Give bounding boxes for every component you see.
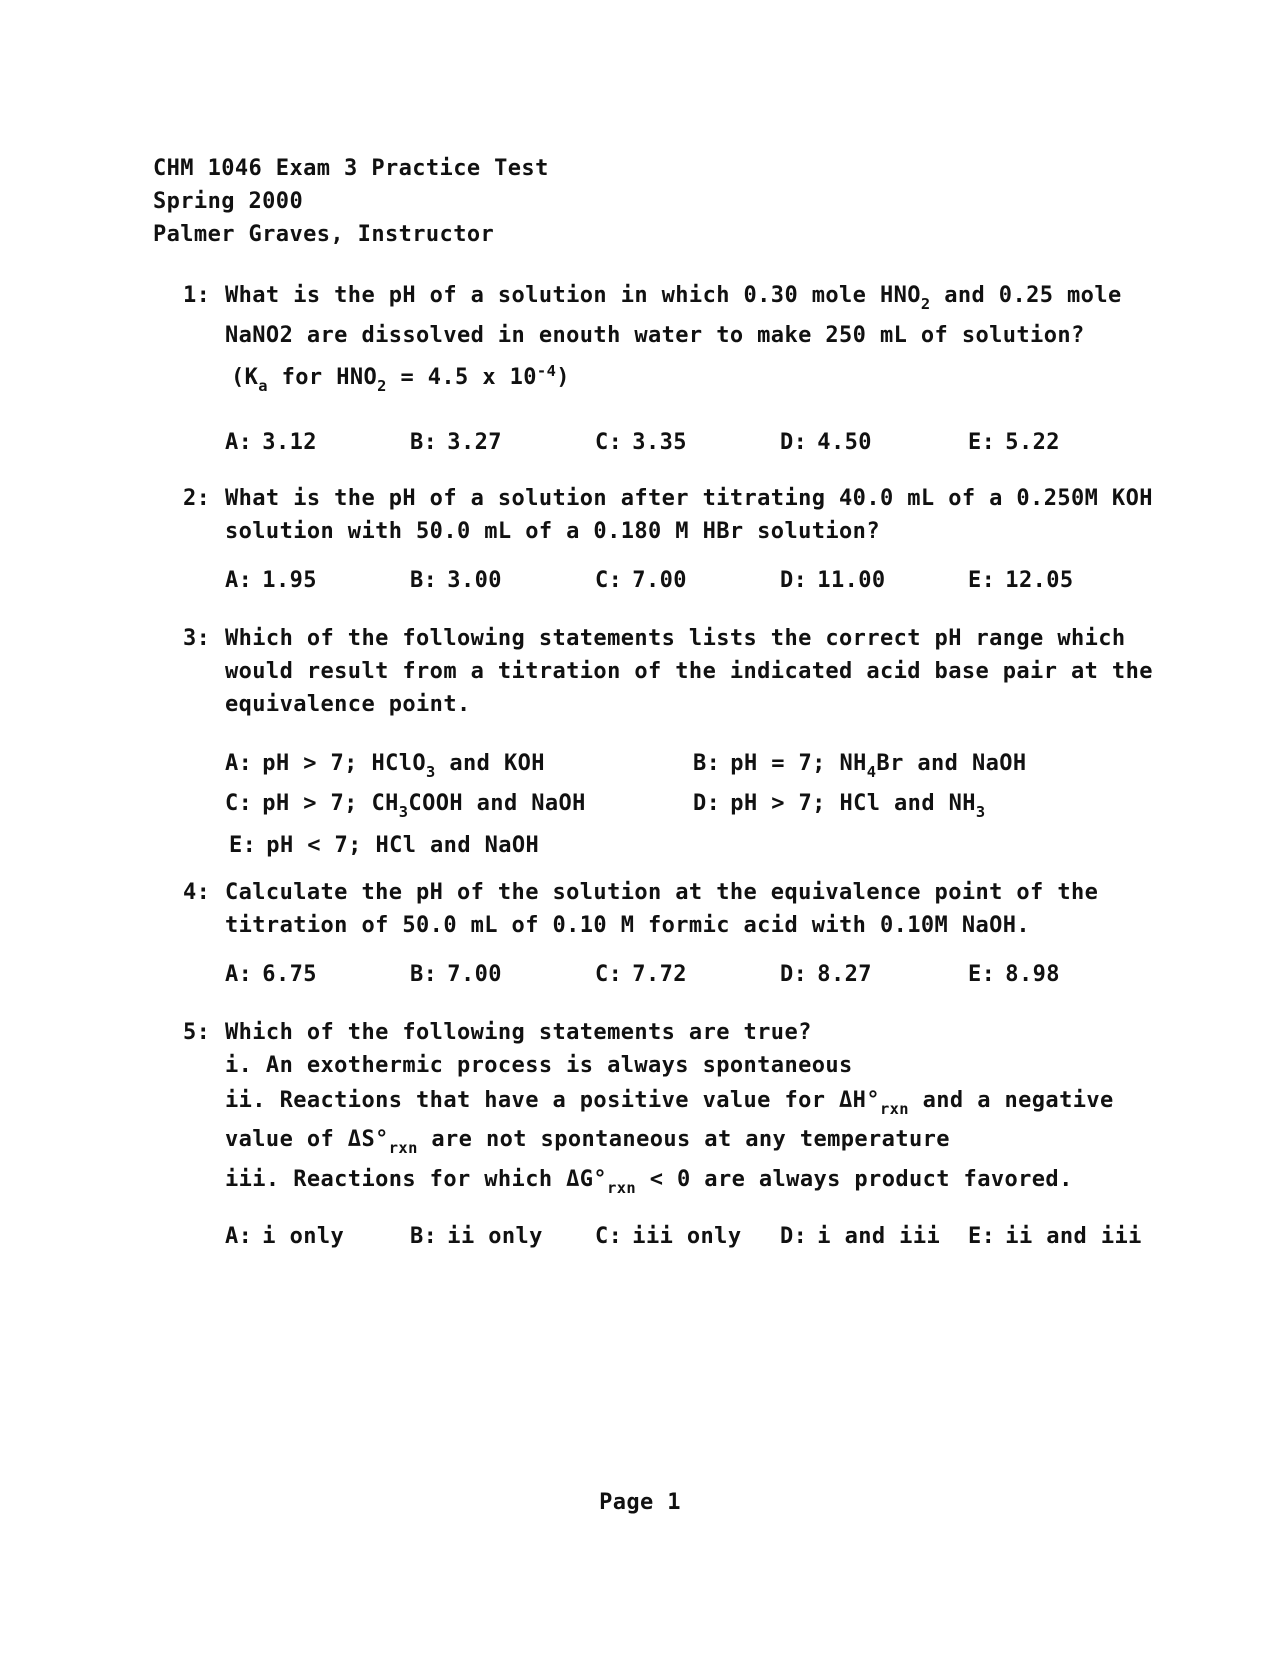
document-header (153, 152, 549, 251)
answer-choice[interactable]: B: 7.00 (410, 962, 502, 987)
answer-choice[interactable]: C: 7.72 (595, 962, 687, 987)
statement-ii-continued: value of $\Delta S^\circ_{rxn}$ are not spontaneous at any temperature (225, 1127, 950, 1157)
answer-choice[interactable]: D: 11.00 (780, 568, 886, 593)
statement-i: i. An exothermic process is always spontaneous (225, 1053, 853, 1078)
question-number: 4: (183, 880, 211, 905)
answer-choice[interactable]: A: 6.75 (225, 962, 317, 987)
answer-choice[interactable]: E: 8.98 (968, 962, 1060, 987)
answer-choice[interactable]: E: ii and iii (968, 1224, 1142, 1249)
answer-choice[interactable]: C: pH > 7; $CH_3COOH$ and NaOH (225, 791, 586, 821)
statement-ii: ii. Reactions that have a positive value for $\Delta H^\circ_{rxn}$ and a negative (225, 1088, 1114, 1118)
question-4: 4: Calculate the pH of the solution at the equivalence point of the titration of 50.0 mL of 0.10 M formic acid with 0.10M NaOH. (183, 876, 1163, 942)
page-number: Page 1 (599, 1490, 681, 1515)
question-text: would result from a titration of the indicated acid base pair at the (225, 659, 1153, 684)
question-number: 2: (183, 486, 211, 511)
question-3: 3: Which of the following statements lists the correct pH range which would result from a titration of the indicated acid base pair at the equivalence point. (183, 622, 1163, 721)
question-text: equivalence point. (225, 692, 471, 717)
question-number: 1: (183, 283, 211, 308)
answer-choice[interactable]: C: 7.00 (595, 568, 687, 593)
answer-choice[interactable]: E: 12.05 (968, 568, 1074, 593)
answer-choice[interactable]: B: 3.27 (410, 430, 502, 455)
answer-choice[interactable]: D: 8.27 (780, 962, 872, 987)
answer-choice[interactable]: B: pH = 7; $NH_4Br$ and NaOH (693, 751, 1027, 781)
instructor: Palmer Graves, Instructor (153, 222, 495, 247)
question-text: NaNO2 are dissolved in enouth water to make 250 mL of solution? (225, 323, 1085, 348)
question-text: titration of 50.0 mL of 0.10 M formic acid with 0.10M NaOH. (225, 913, 1031, 938)
answer-choice[interactable]: E: 5.22 (968, 430, 1060, 455)
answer-choice[interactable]: A: 1.95 (225, 568, 317, 593)
question-number: 3: (183, 626, 211, 651)
answer-choice[interactable]: B: ii only (410, 1224, 543, 1249)
answer-choices-5 (225, 1224, 1142, 1258)
answer-choice[interactable]: A: pH > 7; HClO$_3$ and KOH (225, 751, 545, 781)
answer-choice[interactable]: B: 3.00 (410, 568, 502, 593)
question-2: 2: What is the pH of a solution after titrating 40.0 mL of a 0.250M KOH solution with 50.0 mL of a 0.180 M HBr solution? (183, 482, 1163, 548)
question-text: ($K_a$ for $HNO_2 = 4.5$ x $10^{-4}$) (231, 361, 570, 395)
question-1: 1: What is the pH of a solution in which 0.30 mole $HNO_2$ and 0.25 mole NaNO2 are dissolved in enouth water to make 250 mL of solution? ($K_a$ for $HNO_2 = 4.5$ x $10^{-4}$) (183, 276, 1163, 400)
answer-choice[interactable]: C: 3.35 (595, 430, 687, 455)
answer-choice[interactable]: D: pH > 7; HCl and $NH_3$ (693, 791, 986, 821)
question-text: solution with 50.0 mL of a 0.180 M HBr solution? (225, 519, 880, 544)
statement-iii: iii. Reactions for which $\Delta G^\circ_{rxn} < 0$ are always product favored. (225, 1167, 1073, 1197)
answer-choice[interactable]: D: i and iii (780, 1224, 941, 1249)
term: Spring 2000 (153, 189, 304, 214)
answer-choice[interactable]: A: 3.12 (225, 430, 317, 455)
answer-choice[interactable]: A: i only (225, 1224, 345, 1249)
answer-choice[interactable]: C: iii only (595, 1224, 742, 1249)
course-title: CHM 1046 Exam 3 Practice Test (153, 156, 549, 181)
answer-choice[interactable]: D: 4.50 (780, 430, 872, 455)
question-number: 5: (183, 1020, 211, 1045)
answer-choice[interactable]: E: pH < 7; HCl and NaOH (229, 833, 540, 858)
question-5: 5: Which of the following statements are true? i. An exothermic process is always spontaneous ii. Reactions that have a positive value for $\Delta H^\circ_{rxn}$ and a negative value of $\Delta S^\circ_{rxn}$ are not spontaneous at any temperature iii. Reactions for which $\Delta G^\circ_{rxn} < 0$ are always product favored. (183, 1016, 1163, 1200)
